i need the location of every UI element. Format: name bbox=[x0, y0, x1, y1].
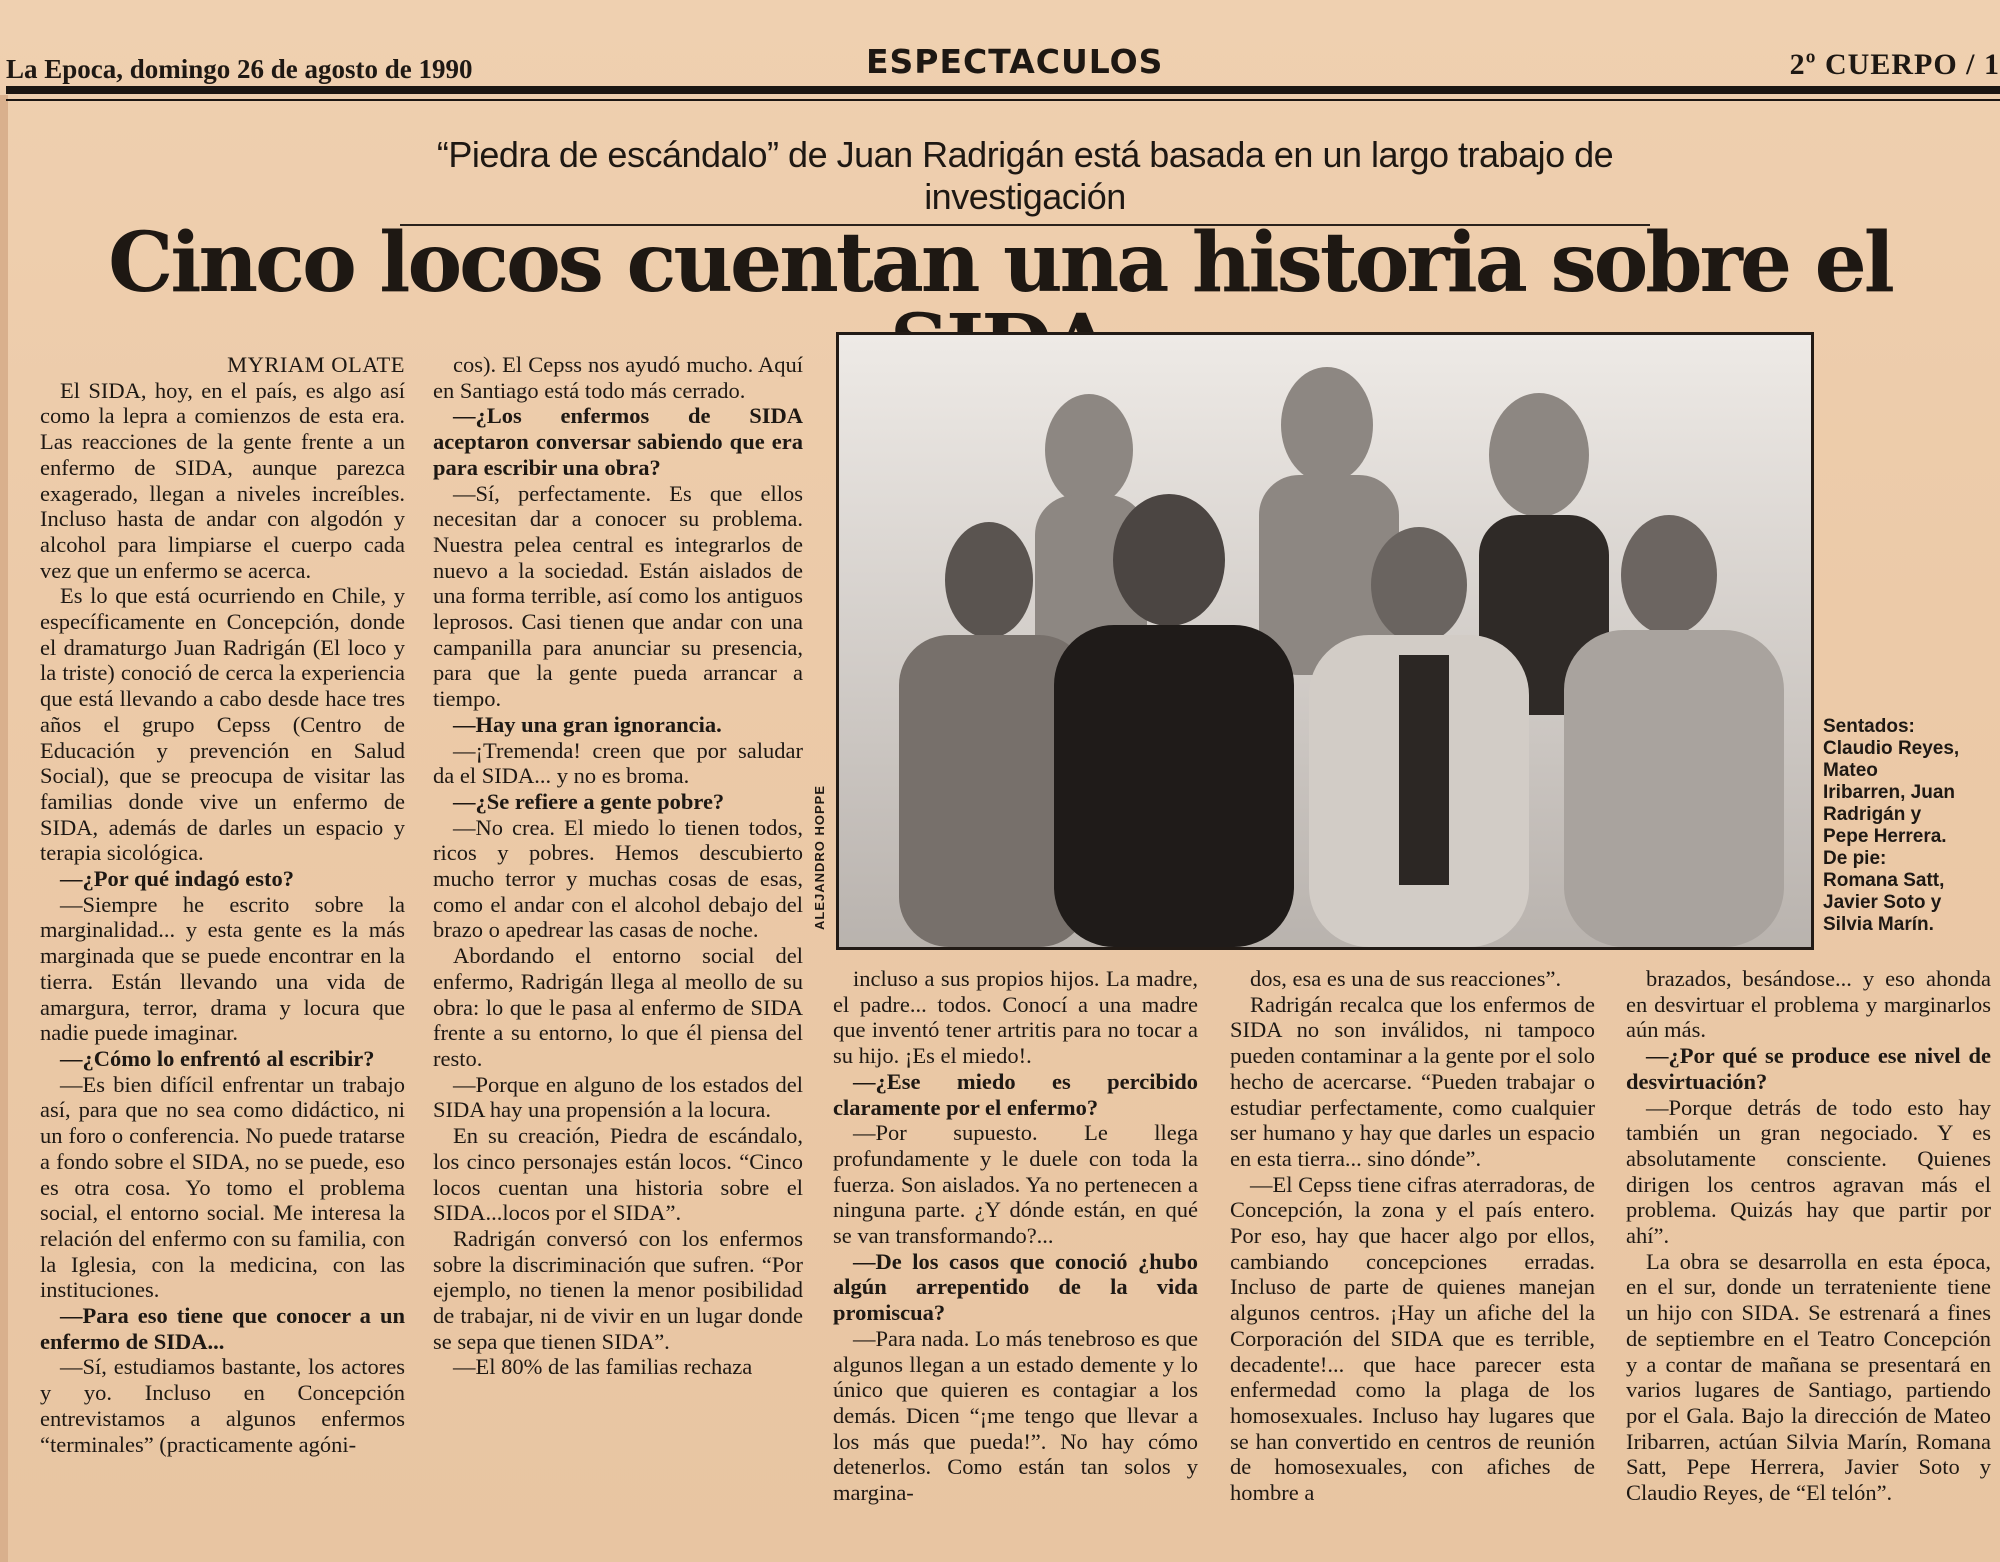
photo-caption bbox=[1823, 716, 1998, 936]
caption-line: Claudio Reyes, bbox=[1823, 738, 1960, 759]
caption-line: De pie: bbox=[1823, 848, 1887, 869]
interview-question: —¿Los enfermos de SIDA aceptaron conversar sabiendo que era para escribir una obra? bbox=[433, 403, 803, 480]
article-paragraph: brazados, besándose... y eso ahonda en desvirtuar el problema y marginarlos aún más. bbox=[1626, 966, 1991, 1043]
photo-credit: ALEJANDRO HOPPE bbox=[812, 784, 827, 930]
caption-line: Radrigán y bbox=[1823, 804, 1922, 825]
headline: Cinco locos cuentan una historia sobre el bbox=[108, 215, 1892, 311]
interview-question: —¿Se refiere a gente pobre? bbox=[453, 788, 725, 814]
column-1 bbox=[40, 352, 405, 1457]
caption-line: Romana Satt, bbox=[1823, 870, 1945, 891]
article-paragraph: —Para nada. Lo más tenebroso es que algunos llegan a un estado demente y lo único que quieren es contagiar a los demás. Dicen “¡me tengo que llevar a los más que pueda!”. No hay cómo detenerlos. Como están tan solos y margina- bbox=[833, 1325, 1198, 1506]
interview-question: —Para eso tiene que conocer a un enfermo de SIDA... bbox=[40, 1303, 405, 1354]
caption-line: Pepe Herrera. bbox=[1823, 826, 1947, 847]
article-paragraph: El SIDA, hoy, en el país, es algo así como la lepra a comienzos de esta era. Las reacciones de la gente frente a un enfermo de SIDA, aunque parezca exagerado, llegan a niveles increíbles. Incluso hasta de andar con algodón y alcohol para limpiarse el cuerpo cada vez que un enfermo se acerca. bbox=[40, 377, 405, 583]
article-paragraph: —¡Tremenda! creen que por saludar da el SIDA... y no es broma. bbox=[433, 737, 803, 789]
masthead bbox=[6, 40, 2000, 90]
masthead-rule-thin bbox=[6, 99, 2000, 101]
article-paragraph: —Por supuesto. Le llega profundamente y le duele con toda la fuerza. Son aislados. Ya no pertenecen a ninguna parte. ¿Y dónde están, en qué se van transformando?... bbox=[833, 1120, 1198, 1249]
caption-line: Sentados: bbox=[1823, 716, 1915, 737]
article-paragraph: —El Cepss tiene cifras aterradoras, de Concepción, la zona y el país entero. Por eso, hay que hacer algo por ellos, cambiando concepciones erradas. Incluso de parte de quienes manejan algunos centros. ¡Hay un afiche del la Corporación del SIDA que es terrible, decadente!... que hace parecer esta enfermedad como la plaga de los homosexuales. Incluso hay lugares que se han convertido en centros de reunión de homosexuales, con afiches de hombre a bbox=[1230, 1171, 1595, 1506]
column-1-body bbox=[40, 378, 405, 1458]
article-paragraph: cos). El Cepss nos ayudó mucho. Aquí en Santiago está todo más cerrado. bbox=[433, 352, 803, 403]
group-photo bbox=[836, 332, 1814, 950]
article-paragraph: —No crea. El miedo lo tienen todos, ricos y pobres. Hemos descubierto mucho terror y muchas cosas de esas, como el andar con el alcohol debajo del brazo o apedrear las casas de noche. bbox=[433, 814, 803, 943]
interview-question: —De los casos que conoció ¿hubo algún arrepentido de la vida promiscua? bbox=[833, 1248, 1198, 1326]
caption-line: Mateo bbox=[1823, 760, 1878, 781]
column-4 bbox=[1230, 966, 1595, 1506]
caption-line: Silvia Marín. bbox=[1823, 914, 1934, 935]
article-paragraph: —Porque detrás de todo esto hay también un gran negociado. Y es absolutamente consciente. Quienes dirigen los centros agravan más el problema. Quizás hay que partir por ahí”. bbox=[1626, 1094, 1991, 1249]
interview-question: —¿Cómo lo enfrentó al escribir? bbox=[60, 1045, 375, 1071]
article-paragraph: Abordando el entorno social del enfermo, Radrigán llega al meollo de su obra: lo que le pasa al enfermo de SIDA frente a su entorno, lo que él piensa del resto. bbox=[433, 943, 803, 1071]
section-name: ESPECTACULOS bbox=[866, 42, 1164, 81]
interview-question: —¿Por qué indagó esto? bbox=[60, 866, 294, 892]
article-paragraph: —Siempre he escrito sobre la marginalidad... y esta gente es la más marginada que se puede encontrar en la tierra. Están llevando una vida de amargura, terror, drama y locura que nadie puede imaginar. bbox=[40, 891, 405, 1046]
group-photo-image bbox=[839, 335, 1811, 947]
article-paragraph: dos, esa es una de sus reacciones”. bbox=[1250, 966, 1562, 991]
column-2 bbox=[433, 352, 803, 1380]
page-number: 2º CUERPO / 1 bbox=[1789, 48, 2000, 81]
page-edge bbox=[0, 95, 8, 1562]
kicker: “Piedra de escándalo” de Juan Radrigán está basada en un largo trabajo de investigación bbox=[400, 134, 1650, 226]
article-paragraph: —Sí, perfectamente. Es que ellos necesitan dar a conocer su problema. Nuestra pelea central es integrarlos de nuevo a la sociedad. Están aislados de una forma terrible, así como los antiguos leprosos. Casi tienen que andar con una campanilla para anunciar su presencia, para que la gente pueda arrancar a tiempo. bbox=[433, 480, 803, 712]
interview-question: —¿Por qué se produce ese nivel de desvirtuación? bbox=[1626, 1043, 1991, 1094]
article-paragraph: Es lo que está ocurriendo en Chile, y específicamente en Concepción, donde el dramaturgo Juan Radrigán (El loco y la triste) conoció de cerca la experiencia que está llevando a cabo desde hace tres años el grupo Cepss (Centro de Educación y prevención en Salud Social), que se preocupa de visitar las familias donde vive un enfermo de SIDA, además de darles un espacio y terapia sicológica. bbox=[40, 583, 405, 866]
column-5 bbox=[1626, 966, 1991, 1506]
article-paragraph: —Es bien difícil enfrentar un trabajo así, para que no sea como didáctico, ni un foro o conferencia. No puede tratarse a fondo sobre el SIDA, no se puede, eso es otra cosa. Yo tomo el problema social, el entorno social. Me interesa la relación del enfermo con su familia, con la Iglesia, con la medicina, con las instituciones. bbox=[40, 1071, 405, 1303]
caption-line: Iribarren, Juan bbox=[1823, 782, 1955, 803]
column-3 bbox=[833, 966, 1198, 1506]
article-paragraph: Radrigán recalca que los enfermos de SIDA no son inválidos, ni tampoco pueden contaminar a la gente por el solo hecho de acercarse. “Pueden trabajar o estudiar perfectamente, como cualquier ser humano y hay que darles un espacio en esta tierra... sino dónde”. bbox=[1230, 991, 1595, 1171]
article-paragraph: Radrigán conversó con los enfermos sobre la discriminación que sufren. “Por ejemplo, no tienen la menor posibilidad de trabajar, ni de vivir en un lugar donde se sepa que tienen SIDA”. bbox=[433, 1225, 803, 1354]
article-paragraph: incluso a sus propios hijos. La madre, el padre... todos. Conocí a una madre que inventó tener artritis para no tocar a su hijo. ¡Es el miedo!. bbox=[833, 966, 1198, 1069]
article-paragraph: —Porque en alguno de los estados del SIDA hay una propensión a la locura. bbox=[433, 1071, 803, 1123]
caption-line: Javier Soto y bbox=[1823, 892, 1942, 913]
article-paragraph: En su creación, Piedra de escándalo, los cinco personajes están locos. “Cinco locos cuentan una historia sobre el SIDA...locos por el SIDA”. bbox=[433, 1123, 803, 1226]
interview-question: —¿Ese miedo es percibido claramente por el enfermo? bbox=[833, 1068, 1198, 1120]
article-paragraph: —Sí, estudiamos bastante, los actores y yo. Incluso en Concepción entrevistamos a algunos enfermos “terminales” (practicamente agóni- bbox=[40, 1354, 405, 1457]
interview-question: —Hay una gran ignorancia. bbox=[453, 711, 722, 737]
article-paragraph: —El 80% de las familias rechaza bbox=[453, 1354, 753, 1380]
masthead-date: La Epoca, domingo 26 de agosto de 1990 bbox=[6, 54, 473, 84]
article-paragraph: La obra se desarrolla en esta época, en el sur, donde un terrateniente tiene un hijo con SIDA. Se estrenará a fines de septiembre en el Teatro Concepción y a contar de mañana se presentará en varios lugares de Santiago, partiendo por el Gala. Bajo la dirección de Mateo Iribarren, actúan Silvia Marín, Romana Satt, Pepe Herrera, Javier Soto y Claudio Reyes, de “El telón”. bbox=[1626, 1248, 1991, 1506]
byline: MYRIAM OLATE bbox=[227, 352, 405, 377]
masthead-rule bbox=[6, 86, 2000, 94]
